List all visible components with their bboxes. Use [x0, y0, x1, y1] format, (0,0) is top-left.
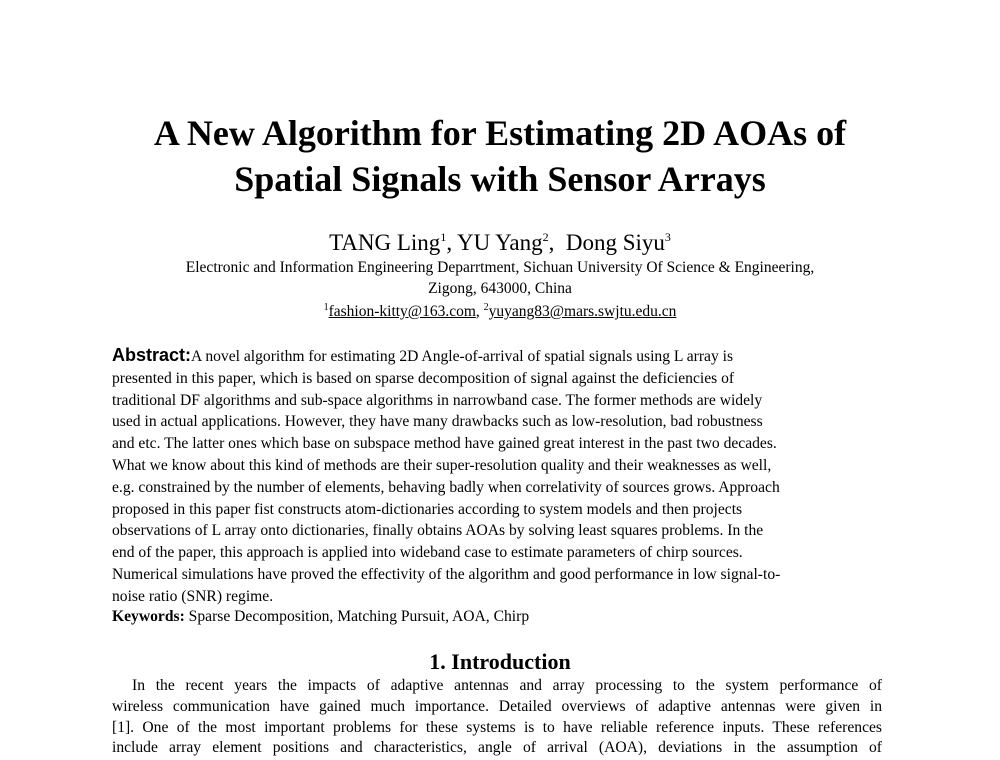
abstract-line: What we know about this kind of methods are their super-resolution quality and their weaknesses as well,	[112, 456, 772, 474]
keywords-text: Sparse Decomposition, Matching Pursuit, AOA, Chirp	[188, 608, 530, 625]
author-emails: $^1$fashion-kitty@163.com, $^2$yuyang83@mars.swjtu.edu.cn	[323, 302, 677, 320]
abstract-line: proposed in this paper fist constructs atom-dictionaries according to system models and then projects	[112, 500, 743, 518]
abstract-line: e.g. constrained by the number of elements, behaving badly when correlativity of sources grows. Approach	[112, 478, 780, 496]
section-heading-introduction: 1. Introduction	[429, 649, 571, 674]
intro-line: wireless communication have gained much importance. Detailed overviews of adaptive antennas were given in	[112, 697, 882, 715]
author-name: TANG Ling	[329, 230, 441, 255]
abstract-line: presented in this paper, which is based on sparse decomposition of signal against the deficiencies of	[112, 369, 735, 387]
paper-title	[60, 110, 940, 202]
abstract-line: and etc. The latter ones which base on subspace method have gained great interest in the past two decades.	[112, 435, 777, 453]
email-mark: 1	[323, 302, 329, 313]
author-affil-mark: 3	[664, 230, 671, 244]
abstract-text: A novel algorithm for estimating 2D Angle-of-arrival of spatial signals using L array is	[191, 348, 734, 365]
abstract	[112, 345, 882, 608]
introduction-body	[112, 676, 882, 759]
abstract-line: observations of L array onto dictionaries, finally obtains AOAs by solving least squares problems. In the	[112, 522, 764, 540]
abstract-line-1	[112, 345, 882, 368]
title-line-2: Spatial Signals with Sensor Arrays	[234, 159, 766, 199]
abstract-line: end of the paper, this approach is applied into wideband case to estimate parameters of chirp sources.	[112, 544, 743, 562]
affiliation-line-1: Electronic and Information Engineering Deparrtment, Sichuan University Of Science & Engineering,	[185, 259, 815, 276]
title-line-1: A New Algorithm for Estimating 2D AOAs of	[153, 113, 847, 153]
keywords	[112, 606, 529, 627]
email-mark: 2	[483, 302, 489, 313]
intro-line: [1]. One of the most important problems for these systems is to have reliable reference inputs. These references	[112, 718, 882, 736]
abstract-line: traditional DF algorithms and sub-space algorithms in narrowband case. The former methods are widely	[112, 391, 763, 409]
author-name: Dong Siyu	[565, 230, 665, 255]
author-list: TANG Ling$^1$, YU Yang$^2$, Dong Siyu$^3$	[329, 230, 671, 255]
email-link[interactable]: fashion-kitty@163.com	[328, 303, 476, 320]
abstract-line: Numerical simulations have proved the effectivity of the algorithm and good performance in low signal-to-	[112, 565, 781, 583]
abstract-line: used in actual applications. However, they have many drawbacks such as low-resolution, bad robustness	[112, 413, 763, 431]
intro-line: include array element positions and characteristics, angle of arrival (AOA), deviations in the assumption of	[112, 739, 882, 757]
author-affil-mark: 1	[440, 230, 447, 244]
affiliation-line-2: Zigong, 643000, China	[428, 280, 572, 297]
email-link[interactable]: yuyang83@mars.swjtu.edu.cn	[488, 303, 677, 320]
abstract-label: Abstract:	[112, 345, 192, 365]
author-name: YU Yang	[456, 230, 543, 255]
keywords-label: Keywords:	[112, 608, 185, 625]
intro-line: In the recent years the impacts of adaptive antennas and array processing to the system performance of	[132, 677, 882, 694]
author-affil-mark: 2	[542, 230, 549, 244]
abstract-line: noise ratio (SNR) regime.	[112, 587, 274, 605]
affiliation	[60, 257, 940, 299]
